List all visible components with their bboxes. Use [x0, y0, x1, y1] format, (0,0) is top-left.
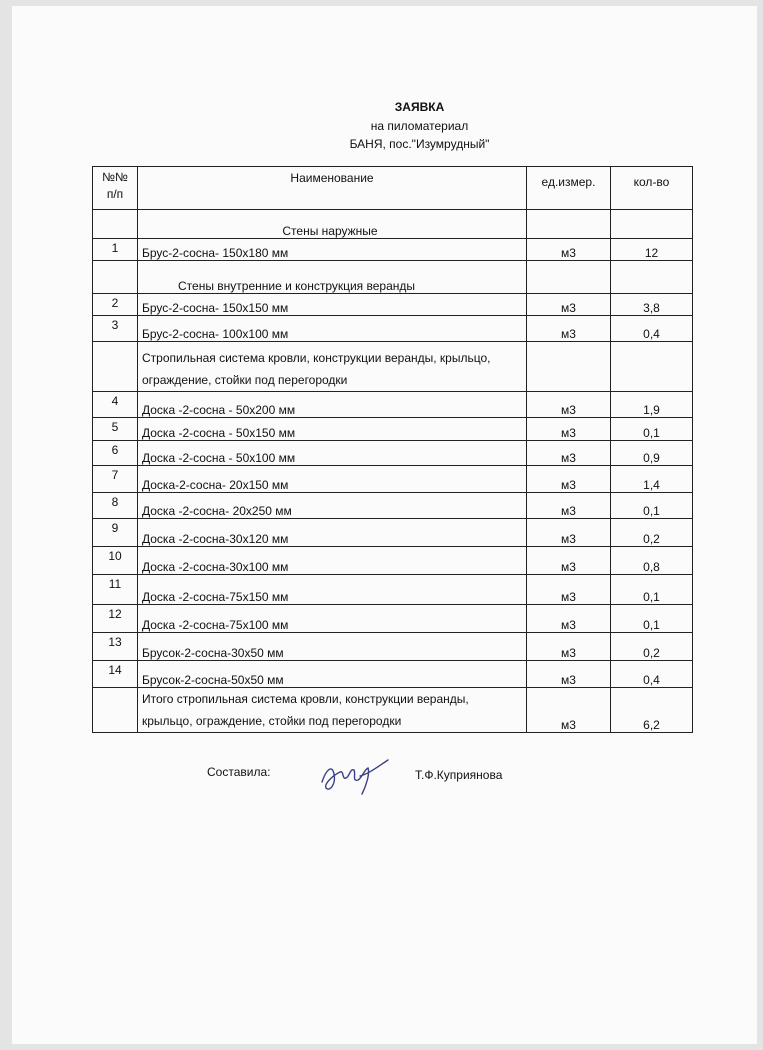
table-header-row [93, 167, 693, 210]
header-name: Наименование [138, 167, 527, 210]
row-num: 2 [93, 294, 138, 316]
row-unit: м3 [527, 441, 611, 466]
row-unit: м3 [527, 239, 611, 261]
row-unit: м3 [527, 392, 611, 418]
row-qty: 0,1 [611, 605, 693, 633]
table-row [93, 316, 693, 342]
document-object: БАНЯ, пос."Изумрудный" [349, 137, 490, 151]
row-num: 9 [93, 519, 138, 547]
section-outer-walls: Стены наружные [138, 210, 527, 239]
row-num: 1 [93, 239, 138, 261]
table-row [93, 466, 693, 493]
table-row [93, 392, 693, 418]
row-unit: м3 [527, 466, 611, 493]
table-row [93, 661, 693, 688]
total-row [93, 688, 693, 733]
section-roof: Стропильная система кровли, конструкции веранды, крыльцо, ограждение, стойки под перегородки [138, 342, 527, 392]
row-qty: 0,2 [611, 633, 693, 661]
row-name: Доска-2-сосна- 20х150 мм [138, 466, 527, 493]
row-unit: м3 [527, 316, 611, 342]
row-unit: м3 [527, 633, 611, 661]
row-name: Доска -2-сосна- 20х250 мм [138, 493, 527, 519]
materials-table [92, 166, 693, 733]
row-unit: м3 [527, 519, 611, 547]
row-num: 4 [93, 392, 138, 418]
row-name: Доска -2-сосна - 50х200 мм [138, 392, 527, 418]
table-row [93, 575, 693, 605]
table-row [93, 418, 693, 441]
table-row [93, 605, 693, 633]
total-label: Итого стропильная система кровли, конструкции веранды, крыльцо, ограждение, стойки под перегородки [138, 688, 527, 733]
total-qty: 6,2 [611, 688, 693, 733]
row-unit: м3 [527, 575, 611, 605]
row-unit: м3 [527, 547, 611, 575]
row-num: 14 [93, 661, 138, 688]
header-qty: кол-во [611, 167, 693, 210]
row-unit: м3 [527, 661, 611, 688]
row-num: 3 [93, 316, 138, 342]
row-unit: м3 [527, 418, 611, 441]
row-qty: 0,1 [611, 575, 693, 605]
row-num: 10 [93, 547, 138, 575]
row-name: Брусок-2-сосна-30х50 мм [138, 633, 527, 661]
row-qty: 0,1 [611, 418, 693, 441]
signature-icon [316, 752, 396, 798]
row-name: Доска -2-сосна-30х100 мм [138, 547, 527, 575]
row-qty: 0,4 [611, 661, 693, 688]
table-row [93, 633, 693, 661]
section-inner-walls: Стены внутренние и конструкция веранды [138, 261, 527, 294]
row-unit: м3 [527, 493, 611, 519]
row-num: 6 [93, 441, 138, 466]
table-row [93, 239, 693, 261]
document-subtitle: на пиломатериал [370, 119, 469, 133]
row-name: Доска -2-сосна - 50х150 мм [138, 418, 527, 441]
row-qty: 12 [611, 239, 693, 261]
row-unit: м3 [527, 605, 611, 633]
header-num: №№ п/п [93, 167, 138, 210]
row-name: Доска -2-сосна-75х100 мм [138, 605, 527, 633]
row-name: Доска -2-сосна - 50х100 мм [138, 441, 527, 466]
table-row [93, 547, 693, 575]
row-name: Доска -2-сосна-30х120 мм [138, 519, 527, 547]
row-qty: 0,8 [611, 547, 693, 575]
row-qty: 0,4 [611, 316, 693, 342]
table-row [93, 441, 693, 466]
row-qty: 1,4 [611, 466, 693, 493]
row-num: 5 [93, 418, 138, 441]
row-qty: 0,1 [611, 493, 693, 519]
row-qty: 0,9 [611, 441, 693, 466]
row-name: Доска -2-сосна-75х150 мм [138, 575, 527, 605]
table-row [93, 519, 693, 547]
row-name: Брус-2-сосна- 150х150 мм [138, 294, 527, 316]
row-unit: м3 [527, 294, 611, 316]
row-num: 12 [93, 605, 138, 633]
header-unit: ед.измер. [527, 167, 611, 210]
row-qty: 0,2 [611, 519, 693, 547]
row-num: 8 [93, 493, 138, 519]
row-name: Брус-2-сосна- 150х180 мм [138, 239, 527, 261]
row-name: Брусок-2-сосна-50х50 мм [138, 661, 527, 688]
document-title: ЗАЯВКА [394, 100, 445, 114]
section-row [93, 210, 693, 239]
row-num: 11 [93, 575, 138, 605]
table-row [93, 294, 693, 316]
table-row [93, 493, 693, 519]
compiler-name: Т.Ф.Куприянова [415, 768, 503, 782]
row-qty: 1,9 [611, 392, 693, 418]
row-qty: 3,8 [611, 294, 693, 316]
compiled-by-label: Составила: [207, 765, 271, 779]
section-row [93, 342, 693, 392]
row-num: 13 [93, 633, 138, 661]
row-num: 7 [93, 466, 138, 493]
section-row [93, 261, 693, 294]
row-name: Брус-2-сосна- 100х100 мм [138, 316, 527, 342]
total-unit: м3 [527, 688, 611, 733]
